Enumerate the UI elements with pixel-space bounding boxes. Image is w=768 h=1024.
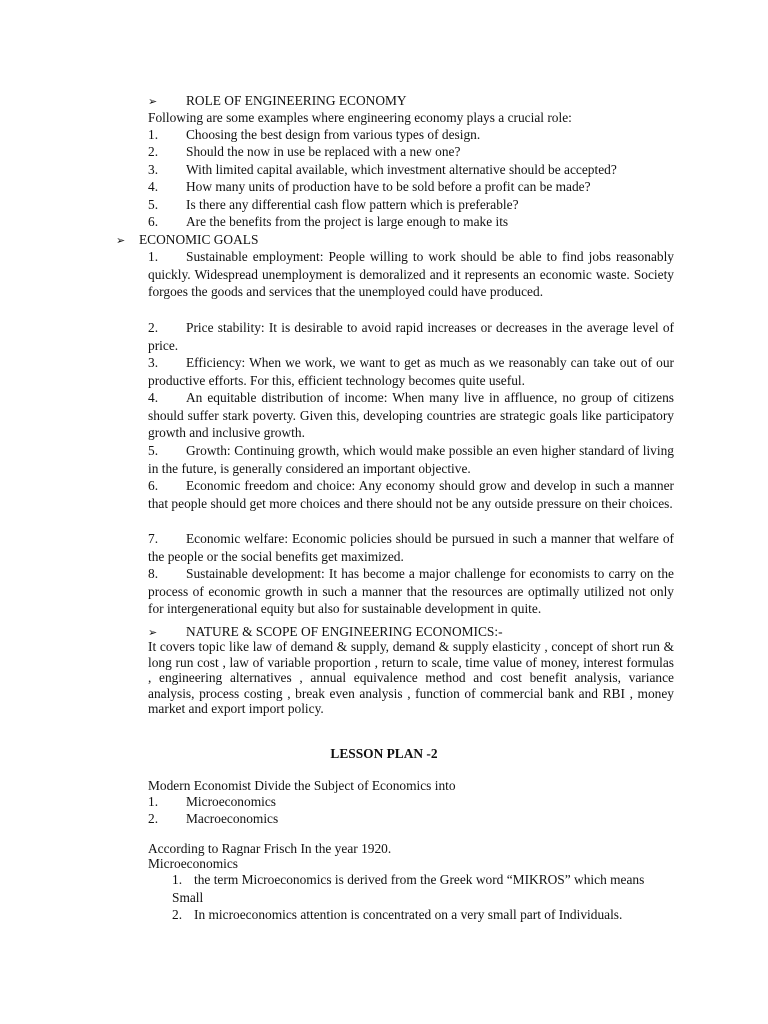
list-number: 5. [148, 197, 159, 212]
list-item [148, 178, 591, 195]
list-number: 4. [148, 179, 159, 194]
micro-list-item [172, 871, 674, 906]
goal-text: Economic welfare: Economic policies should be pursued in such a manner that welfare of the people or the social benefits get maximized. [148, 531, 674, 564]
list-item [148, 143, 461, 160]
goal-item [148, 565, 674, 618]
goal-number: 1. [148, 249, 159, 264]
goal-number: 5. [148, 443, 159, 458]
micro-heading: Microeconomics [148, 856, 238, 871]
list-item [148, 126, 481, 143]
nature-body: It covers topic like law of demand & supply, demand & supply elasticity , concept of short run & long run cost , law of variable proportion , return to scale, time value of money, interest formulas , engineering alternatives , annual equivalence method and cost benefit analysis, variance analysis, process costing , break even analysis , function of commercial bank and RBI , money market and export import policy. [148, 639, 674, 716]
goal-number: 7. [148, 531, 159, 546]
list-item [148, 161, 617, 178]
goal-text: Price stability: It is desirable to avoid rapid increases or decreases in the average level of price. [148, 320, 674, 353]
goal-number: 4. [148, 390, 159, 405]
arrow-bullet-icon: ➢ [148, 627, 158, 639]
goal-number: 6. [148, 478, 159, 493]
goals-heading: ECONOMIC GOALS [139, 232, 259, 247]
list-number: 2. [148, 811, 159, 826]
list-text: Macroeconomics [186, 811, 279, 826]
list-number: 1. [148, 794, 159, 809]
goal-text: Sustainable employment: People willing to work should be able to find jobs reasonably quickly. Widespread unemployment is demoralized and it represents an economic waste. Society forgoes the goods and services that the unemployed could have produced. [148, 249, 674, 300]
arrow-bullet-icon: ➢ [116, 235, 126, 247]
list-item [148, 196, 519, 213]
list-text: the term Microeconomics is derived from the Greek word “MIKROS” which means Small [172, 872, 645, 905]
goal-item [148, 477, 674, 512]
role-heading: ROLE OF ENGINEERING ECONOMY [186, 93, 407, 108]
goal-number: 3. [148, 355, 159, 370]
goals-heading-row [116, 231, 259, 250]
list-text: In microeconomics attention is concentrated on a very small part of Individuals. [194, 907, 623, 922]
list-text: With limited capital available, which investment alternative should be accepted? [186, 162, 617, 177]
list-number: 1. [172, 872, 183, 887]
lesson-intro: Modern Economist Divide the Subject of Economics into [148, 778, 456, 793]
list-number: 6. [148, 214, 159, 229]
list-text: Should the now in use be replaced with a new one? [186, 144, 461, 159]
list-text: Is there any differential cash flow pattern which is preferable? [186, 197, 519, 212]
goal-text: Growth: Continuing growth, which would make possible an even higher standard of living in the future, is generally considered an important objective. [148, 443, 674, 476]
goal-number: 8. [148, 566, 159, 581]
goal-number: 2. [148, 320, 159, 335]
lesson-title: LESSON PLAN -2 [330, 746, 438, 761]
goal-item [148, 319, 674, 354]
list-number: 3. [148, 162, 159, 177]
goal-text: Sustainable development: It has become a major challenge for economists to carry on the process of economic growth in such a manner that the resources are optimally utilized not only for intergenerational equity but also for sustainable development in quite. [148, 566, 674, 617]
goal-item [148, 248, 674, 301]
list-text: How many units of production have to be sold before a profit can be made? [186, 179, 591, 194]
role-intro: Following are some examples where engineering economy plays a crucial role: [148, 110, 572, 125]
goal-item [148, 354, 674, 389]
list-number: 1. [148, 127, 159, 142]
goal-item [148, 530, 674, 565]
goal-text: An equitable distribution of income: When many live in affluence, no group of citizens should suffer stark poverty. Given this, developing countries are strategic goals like participatory growth and inclusive growth. [148, 390, 674, 441]
list-text: Choosing the best design from various types of design. [186, 127, 481, 142]
list-number: 2. [148, 144, 159, 159]
list-item [148, 793, 276, 810]
goal-text: Economic freedom and choice: Any economy should grow and develop in such a manner that people should get more choices and there should not be any outside pressure on their choices. [148, 478, 674, 511]
list-number: 2. [172, 907, 183, 922]
list-text: Are the benefits from the project is large enough to make its [186, 214, 509, 229]
frisch-note: According to Ragnar Frisch In the year 1920. [148, 841, 392, 856]
goal-item [148, 442, 674, 477]
goal-item [148, 389, 674, 442]
arrow-bullet-icon: ➢ [148, 96, 158, 108]
goal-text: Efficiency: When we work, we want to get as much as we reasonably can take out of our productive efforts. For this, efficient technology becomes quite useful. [148, 355, 674, 388]
list-item [148, 213, 509, 230]
list-item [148, 810, 279, 827]
micro-list-item [172, 906, 622, 923]
list-text: Microeconomics [186, 794, 276, 809]
nature-heading: NATURE & SCOPE OF ENGINEERING ECONOMICS:- [186, 624, 503, 639]
